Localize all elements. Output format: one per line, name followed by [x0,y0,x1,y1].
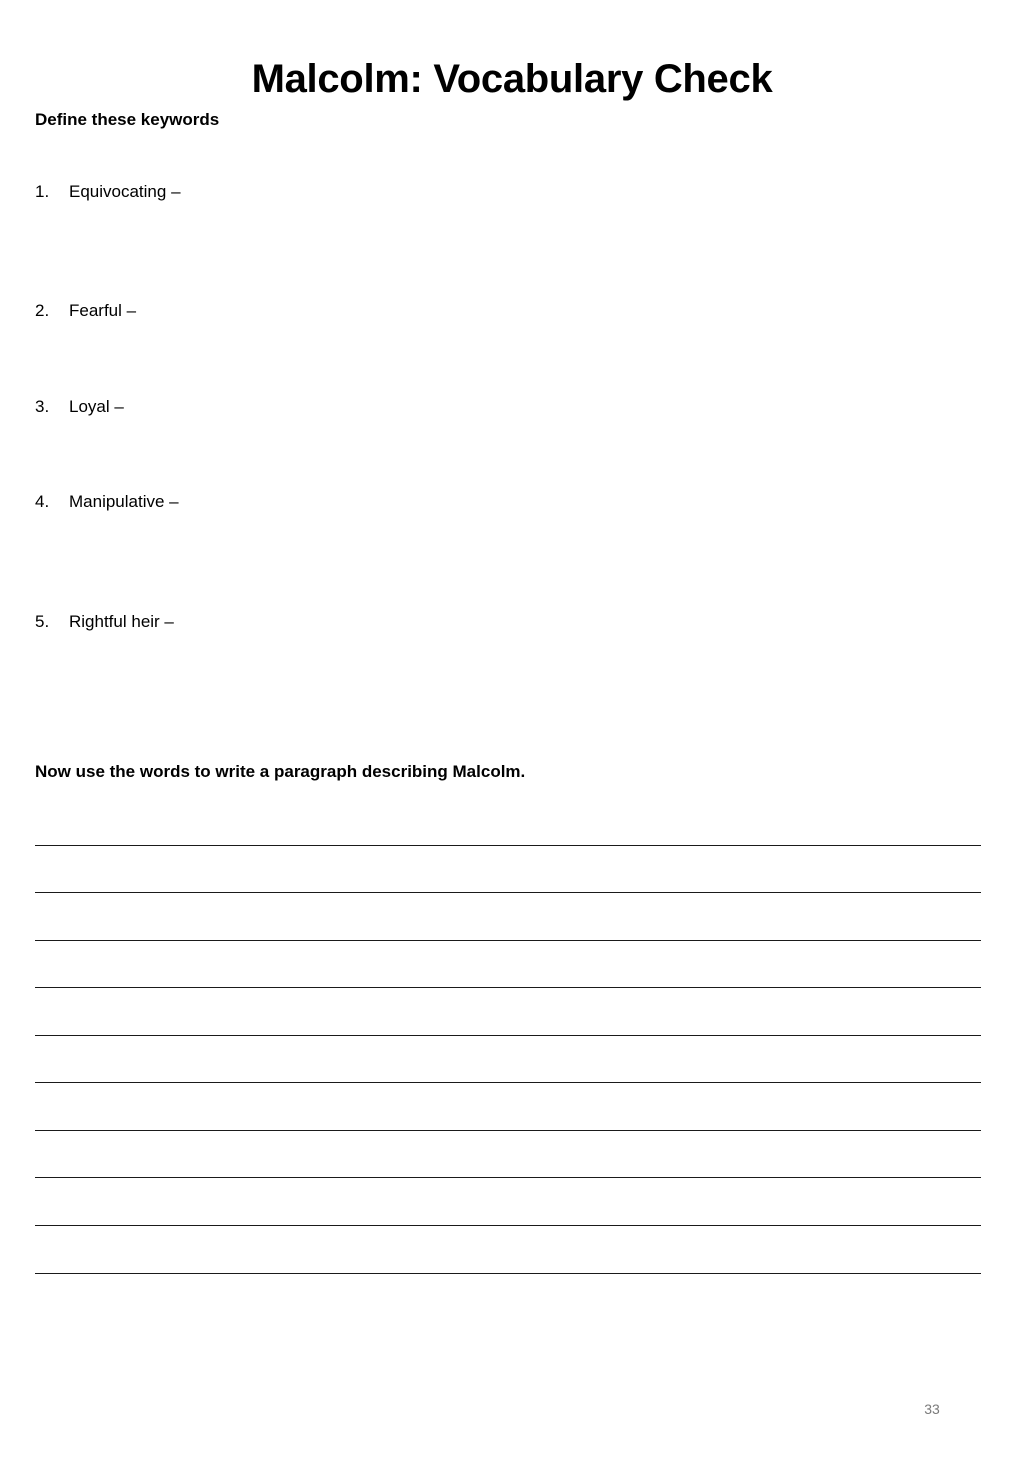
writing-line [35,1177,981,1178]
keyword-label: Loyal – [69,397,124,416]
writing-line [35,1035,981,1036]
keyword-item-manipulative [35,491,179,513]
keyword-item-equivocating [35,181,181,203]
writing-line [35,892,981,893]
keyword-number: 2. [35,301,50,320]
page-title: Malcolm: Vocabulary Check [251,56,773,101]
writing-line [35,1082,981,1083]
define-instruction: Define these keywords [35,110,220,129]
keyword-item-loyal [35,396,124,418]
writing-line [35,1273,981,1274]
keyword-item-fearful [35,300,136,322]
keyword-number: 5. [35,612,50,631]
keyword-label: Equivocating – [69,182,181,201]
page-number: 33 [924,1401,940,1417]
keyword-label: Rightful heir – [69,612,174,631]
paragraph-instruction: Now use the words to write a paragraph describing Malcolm. [35,762,526,781]
keyword-number: 3. [35,397,50,416]
writing-line [35,987,981,988]
writing-line [35,1225,981,1226]
keyword-number: 1. [35,182,50,201]
writing-line [35,940,981,941]
keyword-label: Fearful – [69,301,137,320]
keyword-item-rightful-heir [35,611,174,633]
keyword-number: 4. [35,492,50,511]
writing-line [35,1130,981,1131]
writing-line [35,845,981,846]
keyword-label: Manipulative – [69,492,179,511]
